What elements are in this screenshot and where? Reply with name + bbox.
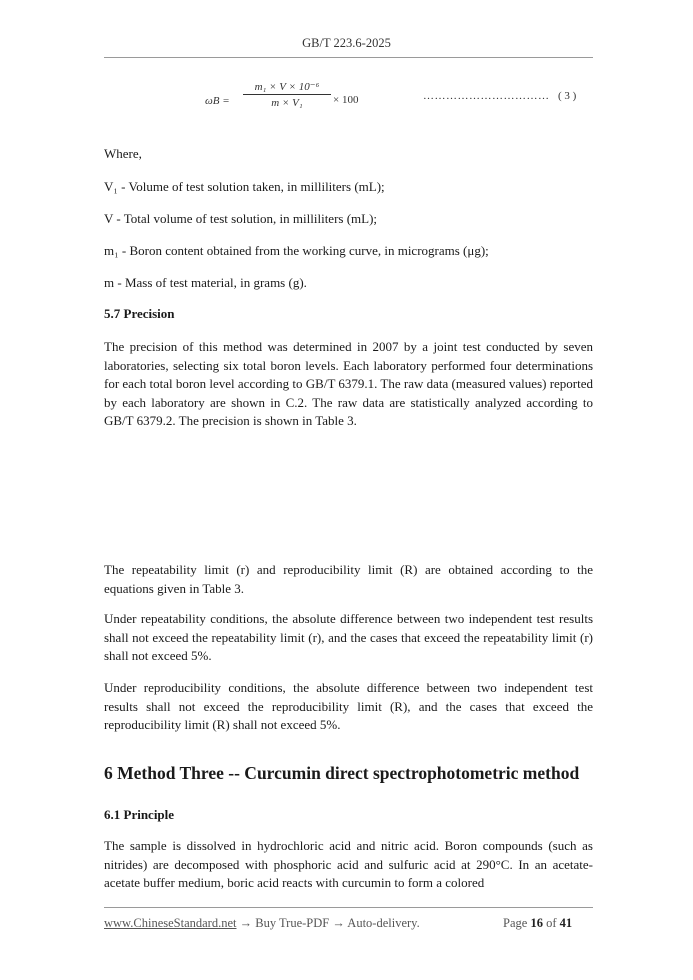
precision-paragraph-1: The precision of this method was determined in 2007 by a joint test conducted by seven laboratories, selecting six total boron levels. Each laboratory performed four determinations for each total boron level according to GB/T 6379.1. The raw data (measured values) reported by each laboratory are shown in C.2. The raw data are statistically analyzed according to GB/T 6379.2. The precision is shown in Table 3. [104, 339, 594, 428]
principle-paragraph: The sample is dissolved in hydrochloric acid and nitric acid. Boron compounds (such as nitrides) are decomposed with phosphoric acid and sulfuric acid at 290°C. In an acetate-acetate buffer medium, boric acid reacts with curcumin to form a colored [104, 838, 593, 890]
page-total: 41 [559, 916, 573, 930]
formula-fraction [243, 80, 331, 109]
formula-numerator: m₁ × V × 10⁻⁶ [243, 80, 331, 95]
page-label: Page [503, 916, 528, 930]
where-label: Where, [104, 146, 142, 161]
section-heading-5-7: 5.7 Precision [104, 306, 175, 321]
formula-rhs: × 100 [333, 94, 359, 106]
footer-site-link[interactable]: www.ChineseStandard.net [104, 916, 237, 930]
footer-rule [104, 907, 593, 908]
equation-number: ( 3 ) [558, 90, 577, 102]
precision-paragraph-3: Under repeatability conditions, the absolute difference between two independent test results shall not exceed the repeatability limit (r), and the cases that exceed the repeatability limit (r) shall not exceed 5%. [104, 611, 593, 663]
page-current: 16 [530, 916, 543, 930]
section-heading-6: 6 Method Three -- Curcumin direct spectrophotometric method [104, 763, 580, 783]
footer-purchase-text: → Buy True-PDF → Auto-delivery. [236, 916, 420, 930]
precision-paragraph-2: The repeatability limit (r) and reproducibility limit (R) are obtained according to the equations given in Table 3. [104, 562, 593, 596]
header-rule [104, 57, 593, 58]
variable-v: V - Total volume of test solution, in milliliters (mL); [104, 211, 378, 226]
footer-left [104, 916, 420, 931]
section-heading-6-1: 6.1 Principle [104, 807, 175, 822]
variable-m: m - Mass of test material, in grams (g). [104, 275, 307, 290]
variable-m1: m₁ - Boron content obtained from the working curve, in micrograms (μg); [104, 243, 489, 258]
precision-paragraph-4: Under reproducibility conditions, the absolute difference between two independent test results shall not exceed the reproducibility limit (R), and the cases that exceed the reproducibility limit (R) shall not exceed 5%. [104, 680, 593, 732]
page-of-label: of [546, 916, 557, 930]
formula-denominator: m × V₁ [271, 97, 303, 109]
equation-leader-dots: …………………………… [423, 90, 550, 102]
variable-v1: V₁ - Volume of test solution taken, in milliliters (mL); [104, 179, 385, 194]
page-header: GB/T 223.6-2025 [302, 36, 391, 50]
formula-lhs: ωB = [205, 95, 230, 107]
footer-page-number [503, 916, 572, 931]
